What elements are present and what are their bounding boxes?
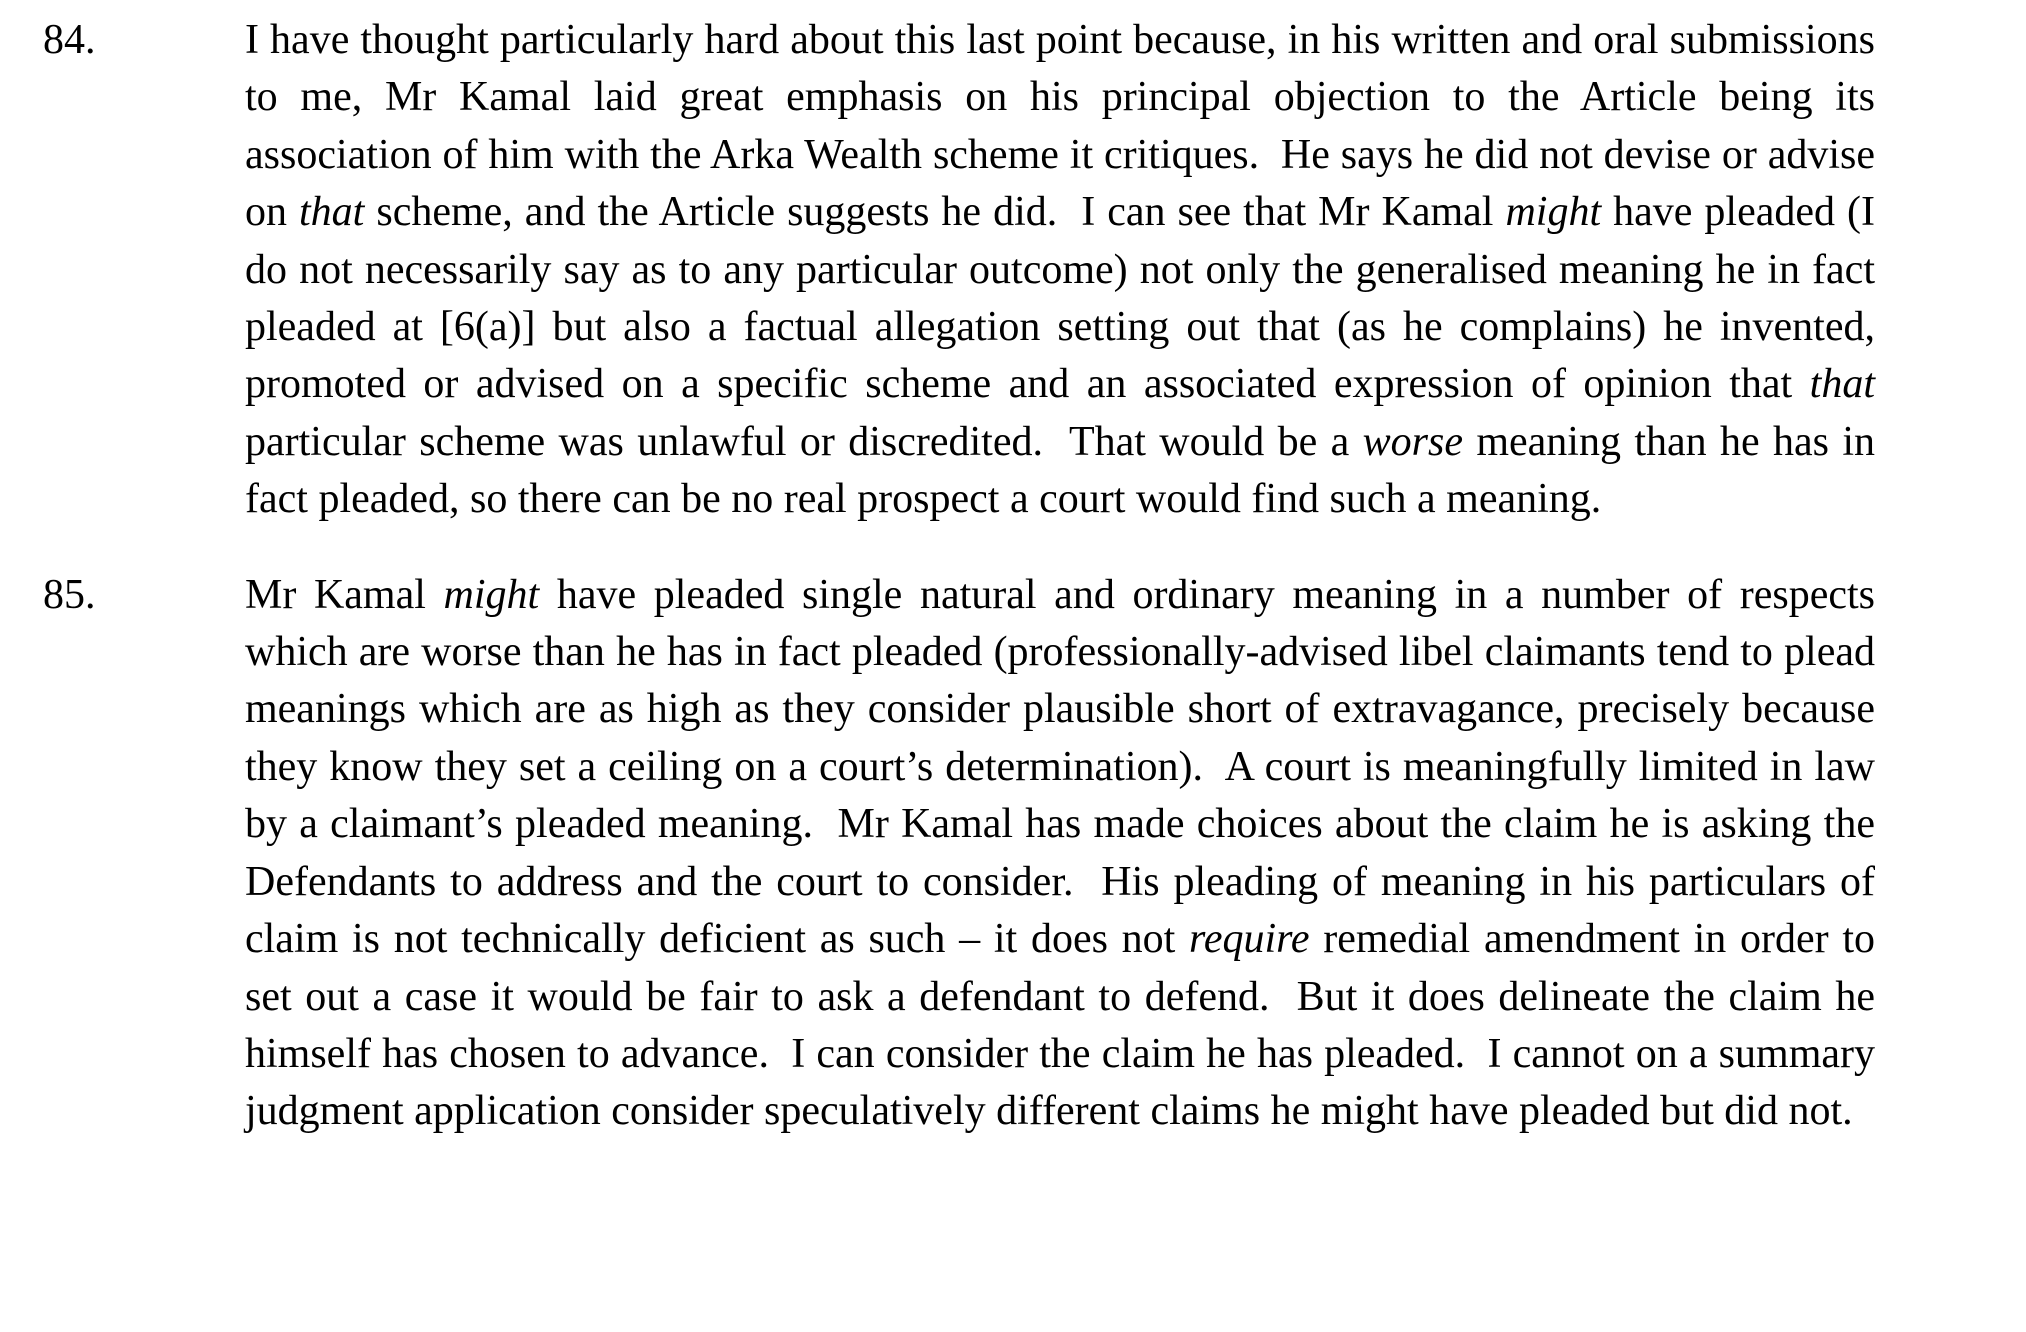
paragraph-body: I have thought particularly hard about this last point because, in his written and oral submissions to me, Mr Kamal laid great emphasis on his principal objection to the Article being its association of him with the Arka Wealth scheme it critiques. He says he did not devise or advise on that scheme, and the Article suggests he did. I can see that Mr Kamal might have pleaded (I do not necessarily say as to any particular outcome) not only the generalised meaning he in fact pleaded at [6(a)] but also a factual allegation setting out that (as he complains) he invented, promoted or advised on a specific scheme and an associated expression of opinion that that particular scheme was unlawful or discredited. That would be a worse meaning than he has in fact pleaded, so there can be no real prospect a court would find such a meaning. — [245, 17, 1876, 523]
paragraph-number: 85. — [43, 571, 96, 618]
paragraph-84 — [43, 12, 1875, 529]
paragraph-number: 84. — [43, 17, 96, 63]
paragraph-body: Mr Kamal might have pleaded single natural and ordinary meaning in a number of respects which are worse than he has in fact pleaded (professionally-advised libel claimants tend to plead meanings which are as high as they consider plausible short of extravagance, precisely because they know they set a ceiling on a court’s determination). A court is meaningfully limited in law by a claimant’s pleaded meaning. Mr Kamal has made choices about the claim he is asking the Defendants to address and the court to consider. His pleading of meaning in his particulars of claim is not technically deficient as such – it does not require remedial amendment in order to set out a case it would be fair to ask a defendant to defend. But it does delineate the claim he himself has chosen to advance. I can consider the claim he has pleaded. I cannot on a summary judgment application consider speculatively different claims he might have pleaded but did not. — [245, 571, 1875, 1135]
paragraph-85 — [43, 567, 1875, 1141]
